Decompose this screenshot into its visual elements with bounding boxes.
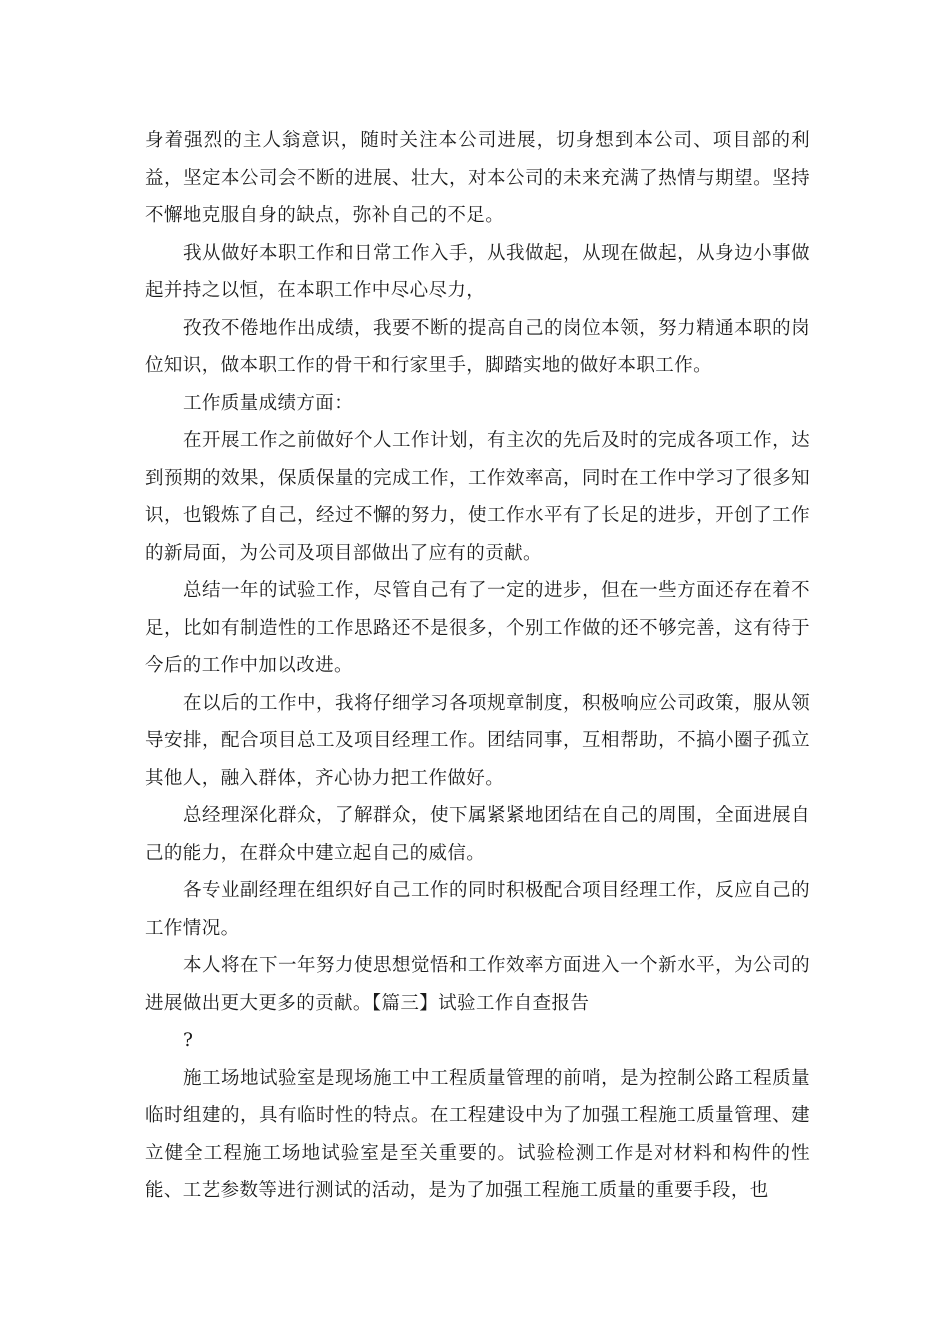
document-body	[145, 122, 810, 1210]
section-heading: 工作质量成绩方面：	[183, 392, 354, 414]
paragraph: 我从做好本职工作和日常工作入手，从我做起，从现在做起，从身边小事做起并持之以恒，在本职工作中尽心尽力，	[145, 242, 810, 301]
paragraph: 各专业副经理在组织好自己工作的同时积极配合项目经理工作，反应自己的工作情况。	[145, 880, 810, 939]
paragraph: 孜孜不倦地作出成绩，我要不断的提高自己的岗位本领，努力精通本职的岗位知识，做本职工作的骨干和行家里手，脚踏实地的做好本职工作。	[145, 317, 810, 376]
paragraph: ?	[183, 1030, 194, 1051]
paragraph: 身着强烈的主人翁意识，随时关注本公司进展，切身想到本公司、项目部的利益，坚定本公司会不断的进展、壮大，对本公司的未来充满了热情与期望。坚持不懈地克服自身的缺点，弥补自己的不足。	[145, 130, 810, 226]
paragraph: 在以后的工作中，我将仔细学习各项规章制度，积极响应公司政策，服从领导安排，配合项目总工及项目经理工作。团结同事，互相帮助，不搞小圈子孤立其他人，融入群体，齐心协力把工作做好。	[145, 692, 810, 789]
paragraph: 本人将在下一年努力使思想觉悟和工作效率方面进入一个新水平，为公司的进展做出更大更多的贡献。【篇三】试验工作自查报告	[145, 955, 810, 1014]
paragraph: 总结一年的试验工作，尽管自己有了一定的进步，但在一些方面还存在着不足，比如有制造性的工作思路还不是很多，个别工作做的还不够完善，这有待于今后的工作中加以改进。	[145, 580, 810, 676]
paragraph: 施工场地试验室是现场施工中工程质量管理的前哨，是为控制公路工程质量临时组建的，具有临时性的特点。在工程建设中为了加强工程施工质量管理、建立健全工程施工场地试验室是至关重要的。试验检测工作是对材料和构件的性能、工艺参数等进行测试的活动，是为了加强工程施工质量的重要手段，也	[145, 1067, 810, 1201]
paragraph: 在开展工作之前做好个人工作计划，有主次的先后及时的完成各项工作，达到预期的效果，保质保量的完成工作，工作效率高，同时在工作中学习了很多知识，也锻炼了自己，经过不懈的努力，使工作水平有了长足的进步，开创了工作的新局面，为公司及项目部做出了应有的贡献。	[145, 430, 810, 564]
paragraph: 总经理深化群众，了解群众，使下属紧紧地团结在自己的周围，全面进展自己的能力，在群众中建立起自己的威信。	[145, 805, 810, 864]
